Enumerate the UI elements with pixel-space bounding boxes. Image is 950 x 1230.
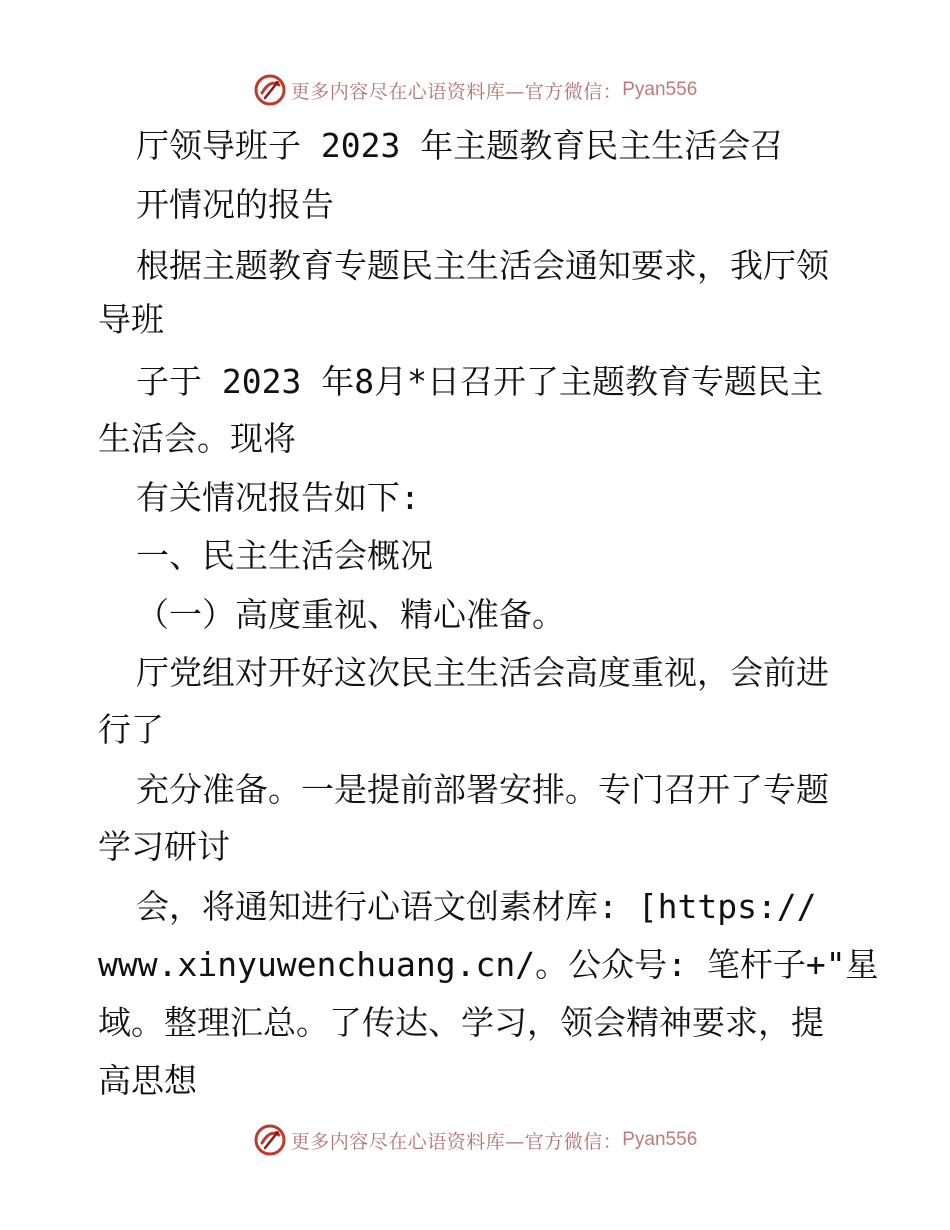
watermark-text: 更多内容尽在心语资料库—官方微信： [290,80,623,103]
watermark-footer [0,1120,950,1160]
red-circle-logo-icon [253,1123,287,1157]
paragraph-line: 学习研讨 [98,827,230,866]
paragraph-line: 域。整理汇总。了传达、学习，领会精神要求，提 [98,1003,824,1042]
paragraph-line: 有关情况报告如下: [136,478,420,517]
paragraph-line: 生活会。现将 [98,419,296,458]
title-line-1: 厅领导班子 2023 年主题教育民主生活会召 [136,126,784,165]
subsection-heading: （一）高度重视、精心准备。 [136,595,565,634]
paragraph-line: 高思想 [98,1061,197,1100]
watermark-wechat-id: Pyan556 [622,1129,698,1150]
paragraph-line: 厅党组对开好这次民主生活会高度重视，会前进 [136,653,829,692]
section-heading: 一、民主生活会概况 [136,536,433,575]
paragraph-line: 根据主题教育专题民主生活会通知要求，我厅领 [136,246,829,285]
title-line-2: 开情况的报告 [136,185,334,224]
paragraph-line: 行了 [98,710,164,749]
paragraph-line: www.xinyuwenchuang.cn/。公众号: 笔杆子+"星 [98,945,879,984]
watermark-wechat-id: Pyan556 [622,79,698,100]
paragraph-line: 导班 [98,300,164,339]
paragraph-line: 子于 2023 年8月*日召开了主题教育专题民主 [136,362,823,401]
watermark-text: 更多内容尽在心语资料库—官方微信： [290,1130,623,1153]
paragraph-line: 充分准备。一是提前部署安排。专门召开了专题 [136,770,829,809]
paragraph-line: 会，将通知进行心语文创素材库: [https:// [136,887,817,926]
